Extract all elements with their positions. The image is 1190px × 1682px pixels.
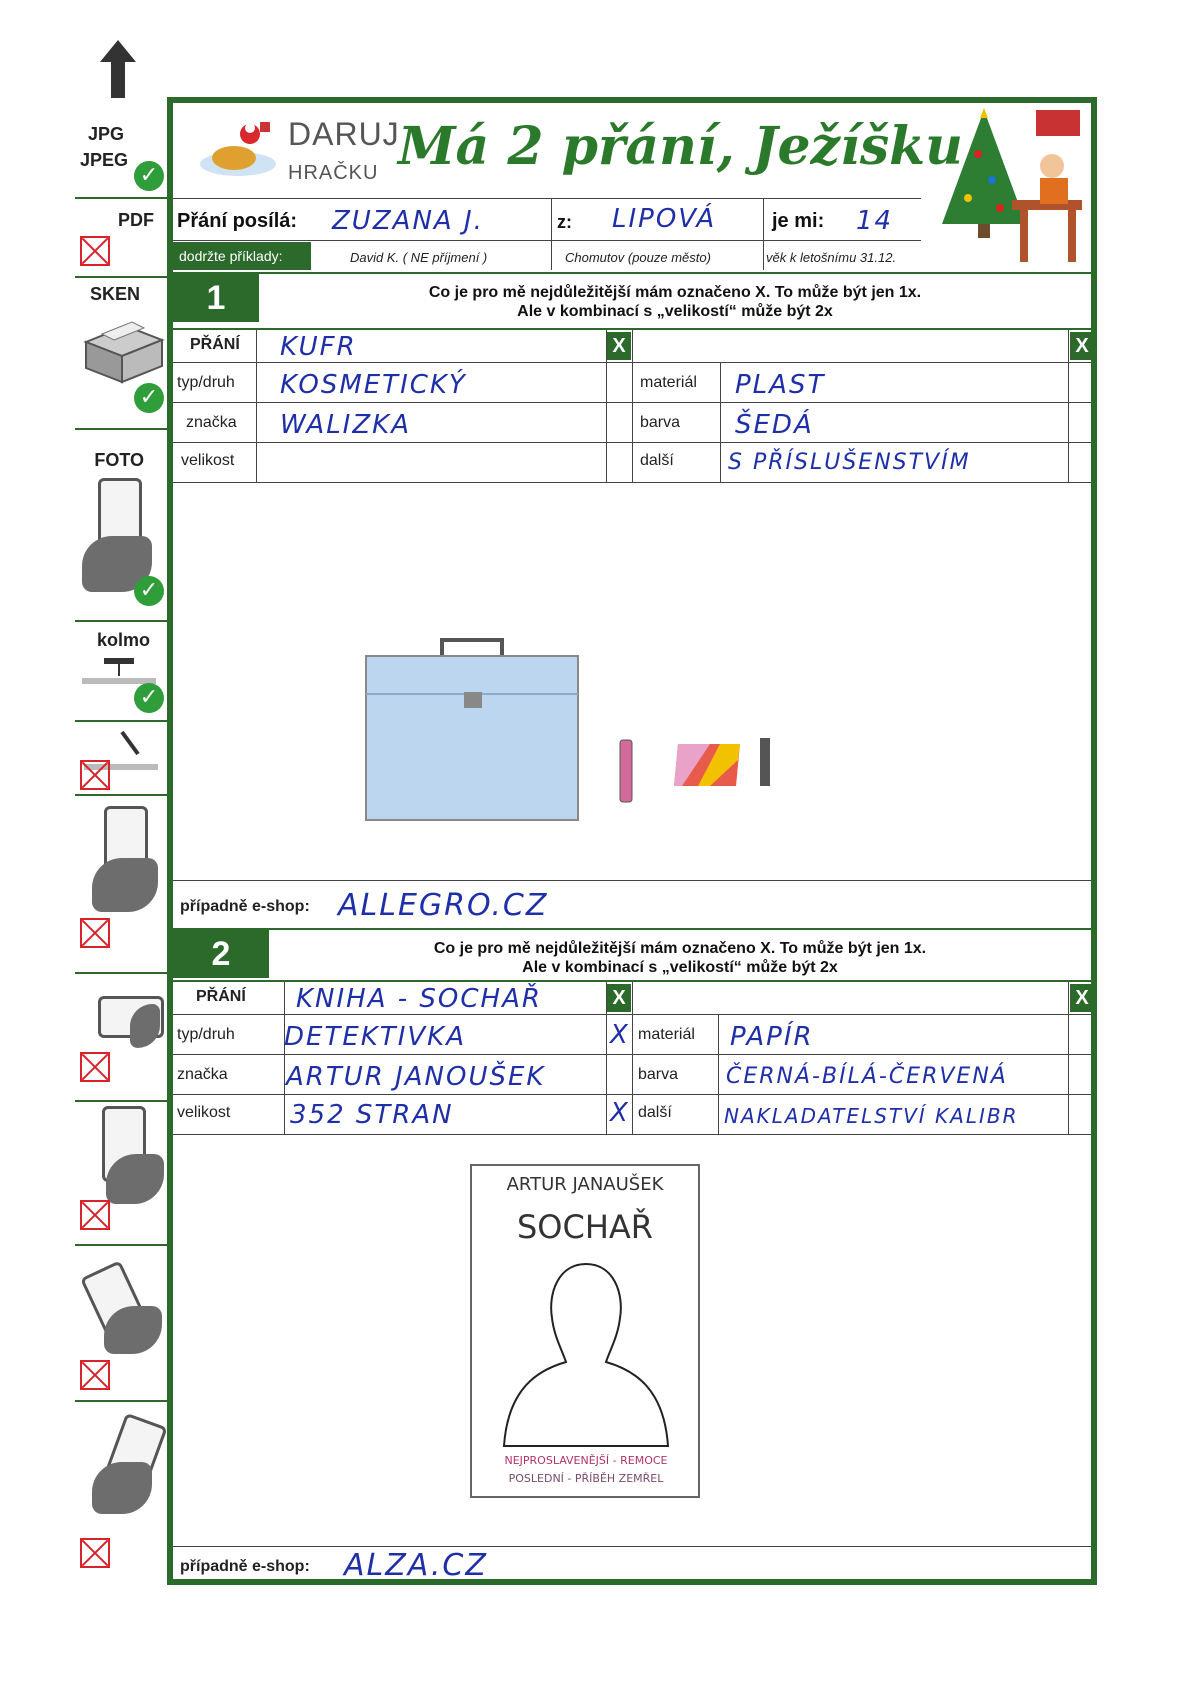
phone-hand-icon [80, 1266, 166, 1356]
christmas-tree-illustration [928, 104, 1088, 268]
cross-icon [80, 1360, 110, 1390]
wish-2-znacka-value[interactable]: ARTUR JANOUŠEK [286, 1062, 546, 1092]
wish-2-typ-label: typ/druh [177, 1026, 235, 1043]
wish-2-number: 2 [173, 930, 269, 978]
santa-logo-icon [196, 112, 284, 182]
sender-label: Přání posílá: [177, 210, 298, 232]
wish-2-dalsi-value[interactable]: NAKLADATELSTVÍ KALIBR [724, 1104, 1019, 1128]
book-title: SOCHAŘ [516, 1208, 654, 1246]
from-value[interactable]: LIPOVÁ [612, 204, 717, 234]
wish-2-note-line2: Ale v kombinací s „velikostí“ může být 2x [522, 959, 838, 976]
wish-1-typ-label: typ/druh [177, 374, 235, 391]
wish-1-x-marker-right: X [1070, 332, 1094, 360]
wish-1-dalsi-label: další [640, 452, 674, 469]
wish-2-prani-value[interactable]: KNIHA - SOCHAŘ [296, 984, 542, 1014]
scanner-icon [82, 312, 166, 388]
wish-2-note-line1: Co je pro mě nejdůležitější mám označeno X. To může být jen 1x. [433, 940, 927, 957]
legend-pdf-label: PDF [118, 210, 154, 230]
legend-jpg-label: JPG [87, 124, 124, 144]
wish-2-typ-value[interactable]: DETEKTIVKA [284, 1022, 466, 1052]
wish-2-velikost-label: velikost [177, 1104, 231, 1121]
wish-1-eshop-label: případně e-shop: [180, 898, 310, 915]
silhouette-icon [498, 1258, 674, 1448]
wish-2-prani-label: PŘÁNÍ [196, 988, 246, 1005]
wish-2-book-drawing [470, 1164, 700, 1498]
wish-1-barva-value[interactable]: ŠEDÁ [735, 410, 814, 440]
wish-2-barva-value[interactable]: ČERNÁ-BÍLÁ-ČERVENÁ [726, 1064, 1008, 1089]
cross-icon [80, 236, 110, 266]
wish-2-material-value[interactable]: PAPÍR [730, 1022, 814, 1052]
wish-2-x-marker-right: X [1070, 984, 1094, 1012]
legend-jpeg-label: JPEG [79, 150, 128, 170]
age-value[interactable]: 14 [856, 206, 894, 236]
book-author: ARTUR JANAUŠEK [506, 1174, 664, 1195]
age-label: je mi: [772, 210, 825, 232]
check-icon: ✓ [134, 576, 164, 606]
check-icon: ✓ [134, 161, 164, 191]
cross-icon [80, 918, 110, 948]
check-icon: ✓ [134, 383, 164, 413]
wish-2-typ-mark[interactable]: X [610, 1020, 630, 1050]
logo-hracku: HRAČKU [288, 162, 379, 184]
wish-1-prani-label: PŘÁNÍ [190, 336, 240, 353]
wish-2-znacka-label: značka [177, 1066, 228, 1083]
book-footer-line2: POSLEDNÍ - PŘÍBĚH ZEMŘEL [508, 1472, 664, 1485]
check-icon: ✓ [134, 683, 164, 713]
wish-1-znacka-value[interactable]: WALIZKA [280, 410, 411, 440]
wish-2-velikost-mark[interactable]: X [610, 1098, 630, 1128]
wish-1-eshop-value[interactable]: ALLEGRO.CZ [338, 888, 549, 923]
cross-icon [80, 1538, 110, 1568]
wish-1-znacka-label: značka [186, 414, 237, 431]
wish-1-x-marker: X [607, 332, 631, 360]
wish-1-typ-value[interactable]: KOSMETICKÝ [280, 370, 467, 400]
cross-icon [80, 1200, 110, 1230]
wish-1-note-line1: Co je pro mě nejdůležitější mám označeno X. To může být jen 1x. [428, 284, 922, 301]
wish-2-material-label: materiál [638, 1026, 695, 1043]
wish-1-dalsi-value[interactable]: S PŘÍSLUŠENSTVÍM [728, 450, 971, 475]
example-name: David K. ( NE příjmení ) [350, 250, 488, 265]
wish-2-barva-label: barva [638, 1066, 679, 1083]
from-label: z: [557, 212, 572, 232]
page-title: Má 2 přání, Ježíšku [398, 116, 963, 177]
wish-2-dalsi-label: další [638, 1104, 672, 1121]
wish-1-number: 1 [173, 274, 259, 322]
legend-sken-label: SKEN [90, 284, 141, 304]
phone-hand-icon [82, 1418, 168, 1518]
legend-kolmo-label: kolmo [96, 630, 150, 650]
legend-foto-label: FOTO [94, 450, 144, 470]
wish-1-note-line2: Ale v kombinací s „velikostí“ může být 2x [517, 303, 833, 320]
wish-2-eshop-label: případně e-shop: [180, 1558, 310, 1575]
cross-icon [80, 1052, 110, 1082]
phone-hand-icon [82, 1106, 168, 1206]
wish-1-velikost-label: velikost [181, 452, 235, 469]
book-footer-line1: NEJPROSLAVENĚJŠÍ - REMOCE [504, 1454, 668, 1467]
wish-1-barva-label: barva [640, 414, 681, 431]
sender-value[interactable]: ZUZANA J. [332, 206, 484, 236]
phone-hand-icon [82, 990, 168, 1050]
wish-1-material-value[interactable]: PLAST [735, 370, 826, 400]
wish-1-prani-value[interactable]: KUFR [280, 332, 357, 362]
wish-2-eshop-value[interactable]: ALZA.CZ [344, 1548, 488, 1583]
phone-hand-icon [82, 806, 168, 916]
cross-icon [80, 760, 110, 790]
example-city: Chomutov (pouze město) [565, 250, 711, 265]
logo-daruj: DARUJ [288, 116, 400, 152]
wish-1-suitcase-drawing [360, 636, 790, 826]
wish-1-material-label: materiál [640, 374, 697, 391]
up-arrow-icon [98, 38, 138, 100]
examples-label: dodržte příklady: [173, 242, 311, 270]
example-age: věk k letošnímu 31.12. [766, 250, 897, 265]
wish-2-x-marker: X [607, 984, 631, 1012]
wish-2-velikost-value[interactable]: 352 STRAN [290, 1100, 454, 1130]
